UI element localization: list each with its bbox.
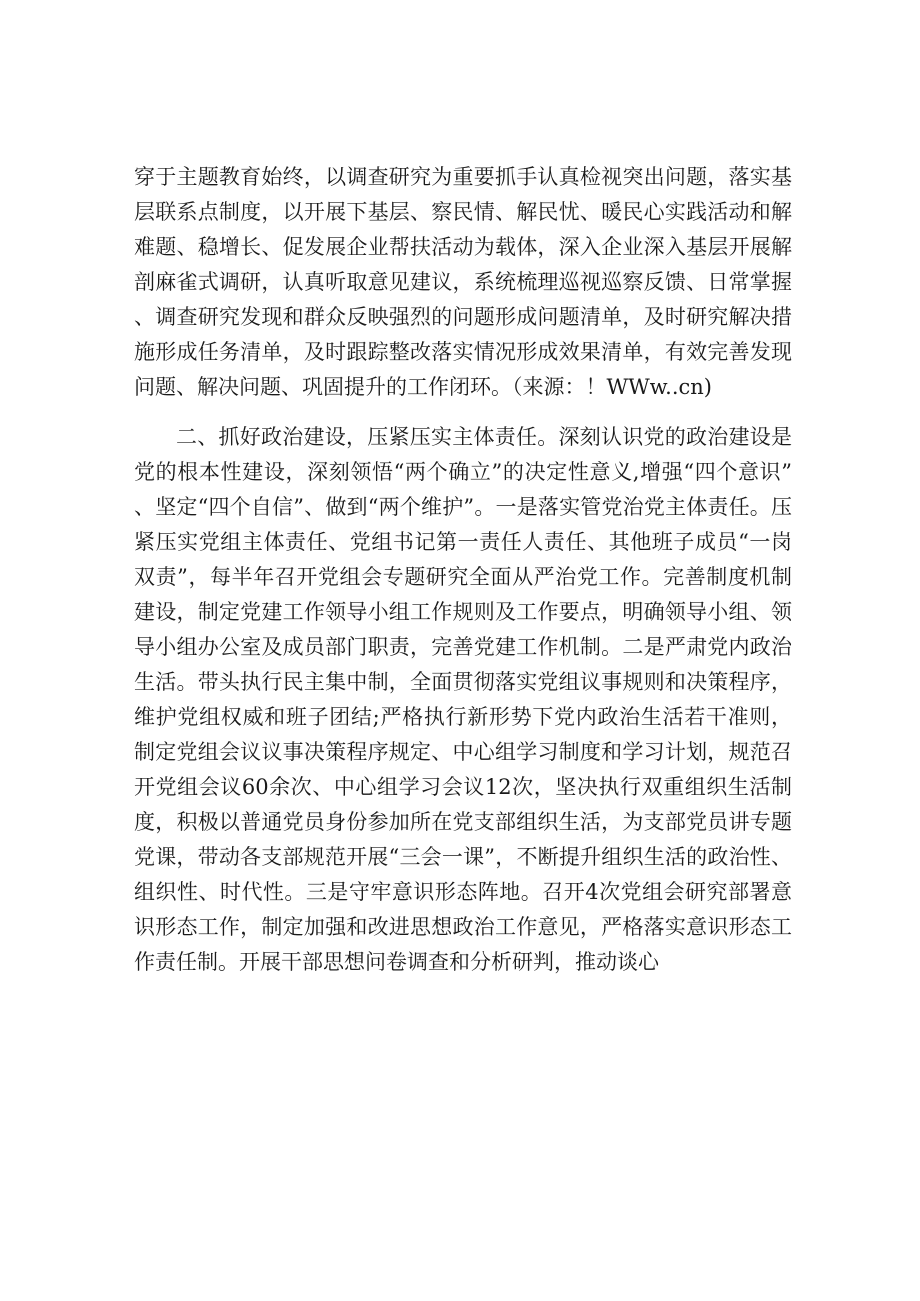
paragraph-2: 二、抓好政治建设，压紧压实主体责任。深刻认识党的政治建设是党的根本性建设，深刻领悟“两个确立”的决定性意义,增强“四个意识”、坚定“四个自信”、做到“两个维护”。一是落实管党治党主体责任。压紧压实党组主体责任、党组书记第一责任人责任、其他班子成员“一岗双责”，每半年召开党组会专题研究全面从严治党工作。完善制度机制建设，制定党建工作领导小组工作规则及工作要点，明确领导小组、领导小组办公室及成员部门职责，完善党建工作机制。二是严肃党内政治生活。带头执行民主集中制，全面贯彻落实党组议事规则和决策程序，维护党组权威和班子团结;严格执行新形势下党内政治生活若干准则，制定党组会议议事决策程序规定、中心组学习制度和学习计划，规范召开党组会议60余次、中心组学习会议12次，坚决执行双重组织生活制度，积极以普通党员身份参加所在党支部组织生活，为支部党员讲专题党课，带动各支部规范开展“三会一课”，不断提升组织生活的政治性、组织性、时代性。三是守牢意识形态阵地。召开4次党组会研究部署意识形态工作，制定加强和改进思想政治工作意见，严格落实意识形态工作责任制。开展干部思想问卷调查和分析研判，推动谈心: [134, 425, 792, 974]
document-body: [134, 160, 792, 995]
paragraph-1: 穿于主题教育始终，以调查研究为重要抓手认真检视突出问题，落实基层联系点制度，以开展下基层、察民情、解民忧、暖民心实践活动和解难题、稳增长、促发展企业帮扶活动为载体，深入企业深入基层开展解剖麻雀式调研，认真听取意见建议，系统梳理巡视巡察反馈、日常掌握、调查研究发现和群众反映强烈的问题形成问题清单，及时研究解决措施形成任务清单，及时跟踪整改落实情况形成效果清单，有效完善发现问题、解决问题、巩固提升的工作闭环。（来源：！WWw..cn): [134, 165, 792, 399]
